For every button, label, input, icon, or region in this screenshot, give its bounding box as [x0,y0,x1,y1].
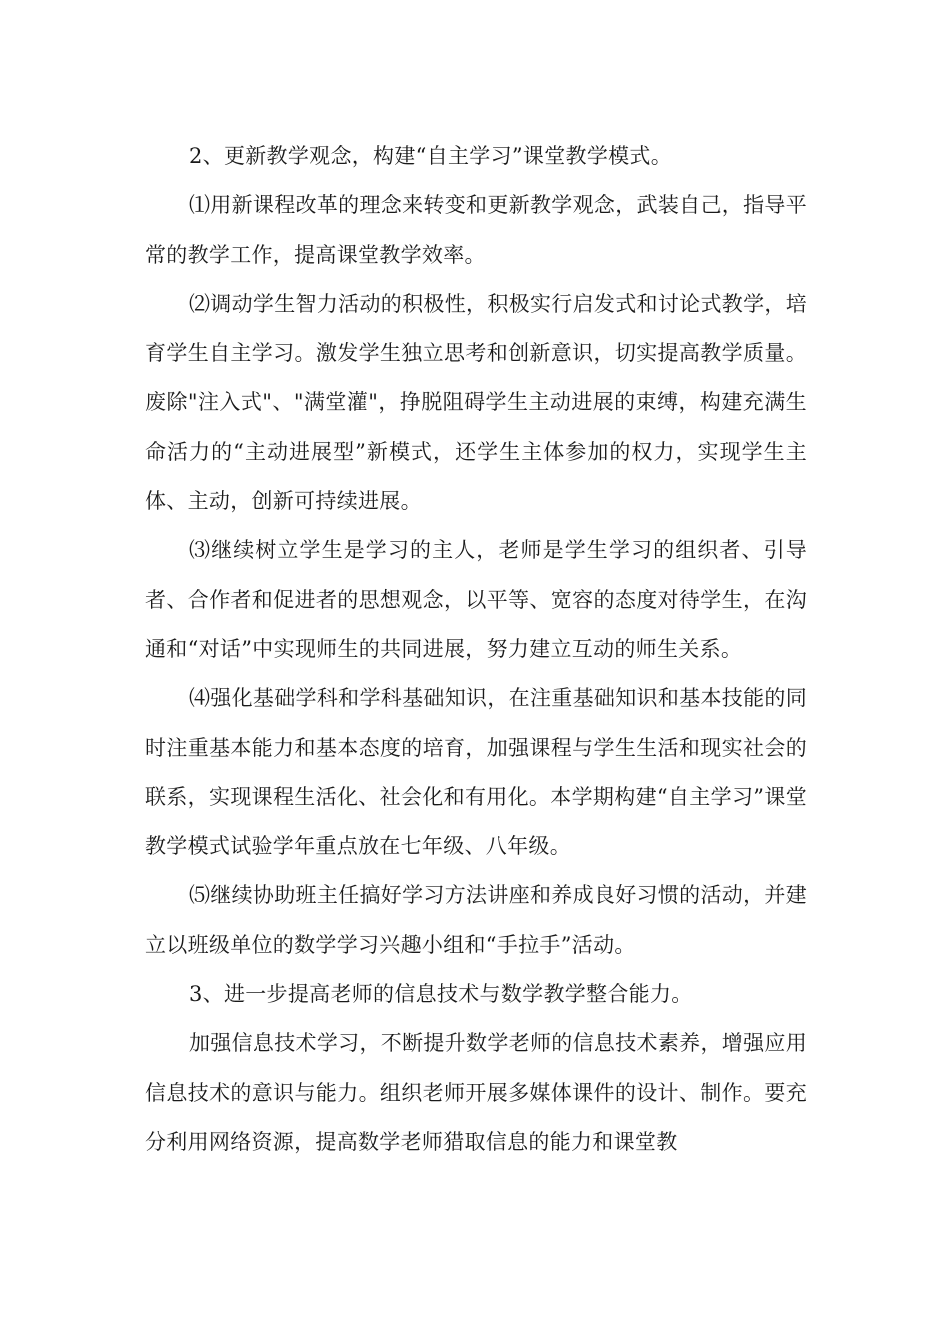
paragraph-section-3-heading: 3、进一步提高老师的信息技术与数学教学整合能力。 [189,982,693,1007]
document-body [145,132,807,1167]
paragraph-item-4: ⑷强化基础学科和学科基础知识，在注重基础知识和基本技能的同时注重基本能力和基本态度的培育，加强课程与学生生活和现实社会的联系，实现课程生活化、社会化和有用化。本学期构建“自主学习”课堂教学模式试验学年重点放在七年级、八年级。 [145,686,807,859]
paragraph-item-5: ⑸继续协助班主任搞好学习方法讲座和养成良好习惯的活动，并建立以班级单位的数学学习兴趣小组和“手拉手”活动。 [145,883,807,957]
paragraph-item-3: ⑶继续树立学生是学习的主人，老师是学生学习的组织者、引导者、合作者和促进者的思想观念，以平等、宽容的态度对待学生，在沟通和“对话”中实现师生的共同进展，努力建立互动的师生关系。 [145,538,807,661]
paragraph-item-2: ⑵调动学生智力活动的积极性，积极实行启发式和讨论式教学，培育学生自主学习。激发学生独立思考和创新意识，切实提高教学质量。废除"注入式"、"满堂灌"，挣脱阻碍学生主动进展的束缚，构建充满生命活力的“主动进展型”新模式，还学生主体参加的权力，实现学生主体、主动，创新可持续进展。 [145,291,807,514]
paragraph-section-2-heading: 2、更新教学观念，构建“自主学习”课堂教学模式。 [189,144,673,168]
paragraph-section-3-body: 加强信息技术学习，不断提升数学老师的信息技术素养，增强应用信息技术的意识与能力。组织老师开展多媒体课件的设计、制作。要充分利用网络资源，提高数学老师猎取信息的能力和课堂教 [145,1031,807,1154]
paragraph-item-1: ⑴用新课程改革的理念来转变和更新教学观念，武装自己，指导平常的教学工作，提高课堂教学效率。 [145,193,807,267]
